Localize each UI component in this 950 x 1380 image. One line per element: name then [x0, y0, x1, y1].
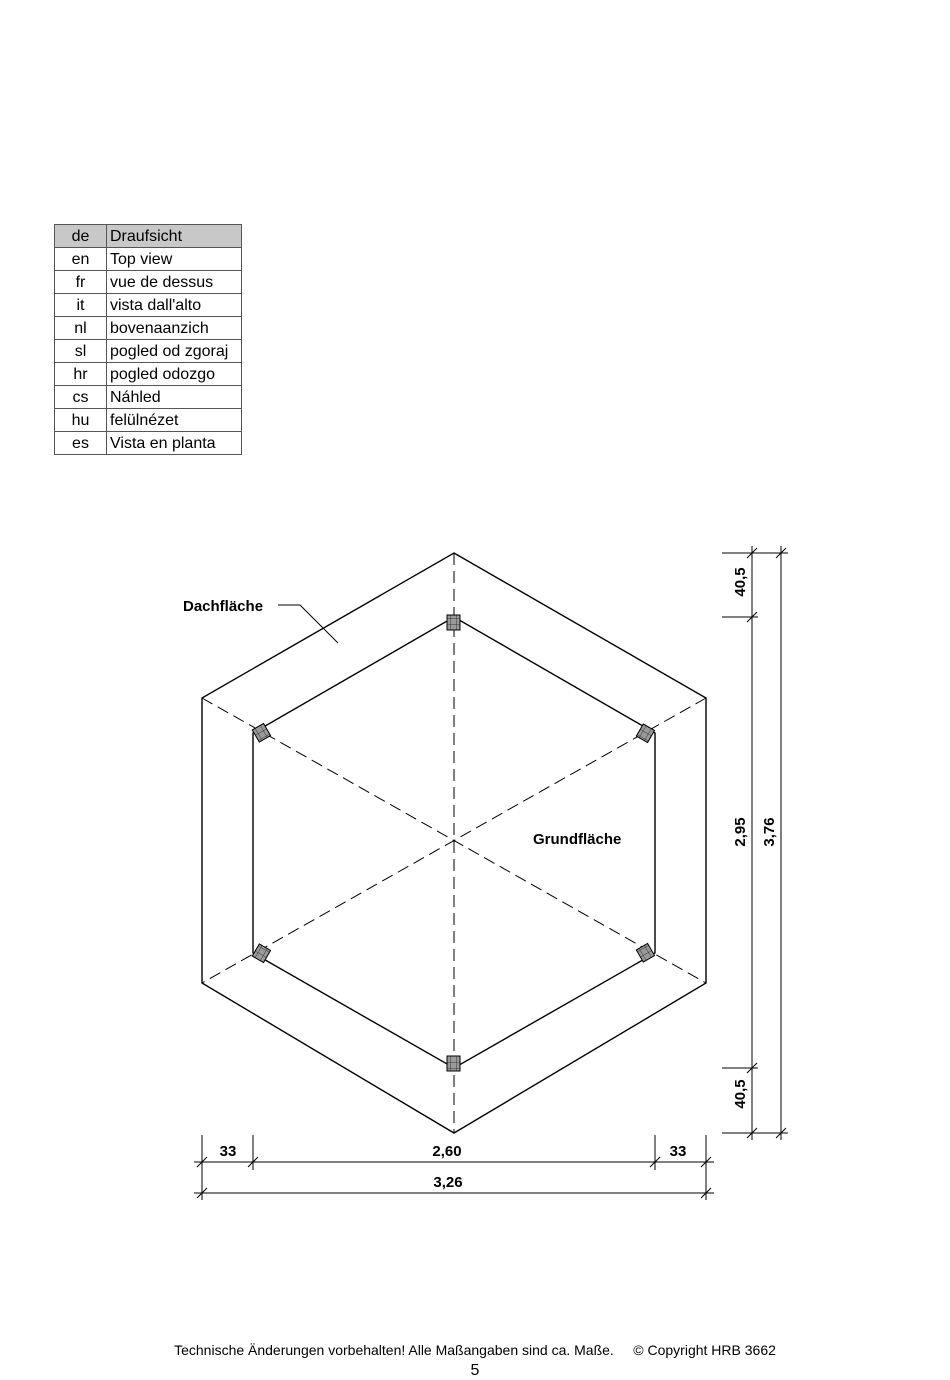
language-code: es [55, 432, 107, 455]
language-code: it [55, 294, 107, 317]
translation-term: pogled odozgo [107, 363, 242, 386]
dim-inner-height: 2,95 [732, 817, 749, 847]
post-upper-left [252, 723, 270, 742]
post-bottom [447, 1056, 460, 1071]
language-code: fr [55, 271, 107, 294]
page-number: 5 [470, 1362, 480, 1379]
post-upper-right [636, 724, 654, 743]
floor-label: Grundfläche [533, 831, 622, 848]
footer-note: Technische Änderungen vorbehalten! Alle Maßangaben sind ca. Maße. [174, 1342, 614, 1358]
post-lower-right [636, 943, 654, 962]
language-code: sl [55, 340, 107, 363]
translation-term: Náhled [107, 386, 242, 409]
post-top [447, 615, 460, 630]
language-code: hu [55, 409, 107, 432]
dim-total-height: 3,76 [761, 817, 778, 847]
translation-term: bovenaanzich [107, 317, 242, 340]
footer-copyright: © Copyright HRB 3662 [633, 1342, 776, 1358]
dim-total-width: 3,26 [433, 1174, 463, 1191]
dim-top-overhang: 40,5 [732, 567, 749, 597]
language-code: nl [55, 317, 107, 340]
language-code: en [55, 248, 107, 271]
language-code: cs [55, 386, 107, 409]
language-code: hr [55, 363, 107, 386]
footer [0, 1342, 950, 1358]
translation-term: vue de dessus [107, 271, 242, 294]
translation-term: Vista en planta [107, 432, 242, 455]
dim-bottom-overhang: 40,5 [732, 1079, 749, 1109]
roof-label: Dachfläche [183, 598, 264, 615]
dim-inner-width: 2,60 [432, 1143, 462, 1160]
translation-term: felülnézet [107, 409, 242, 432]
dim-left-overhang: 33 [219, 1143, 237, 1160]
center-axes [202, 553, 706, 1133]
translation-term: Draufsicht [107, 225, 242, 248]
language-code: de [55, 225, 107, 248]
translation-term: pogled od zgoraj [107, 340, 242, 363]
translation-term: vista dall'alto [107, 294, 242, 317]
dim-right-overhang: 33 [669, 1143, 687, 1160]
translation-term: Top view [107, 248, 242, 271]
post-lower-left [252, 944, 270, 963]
